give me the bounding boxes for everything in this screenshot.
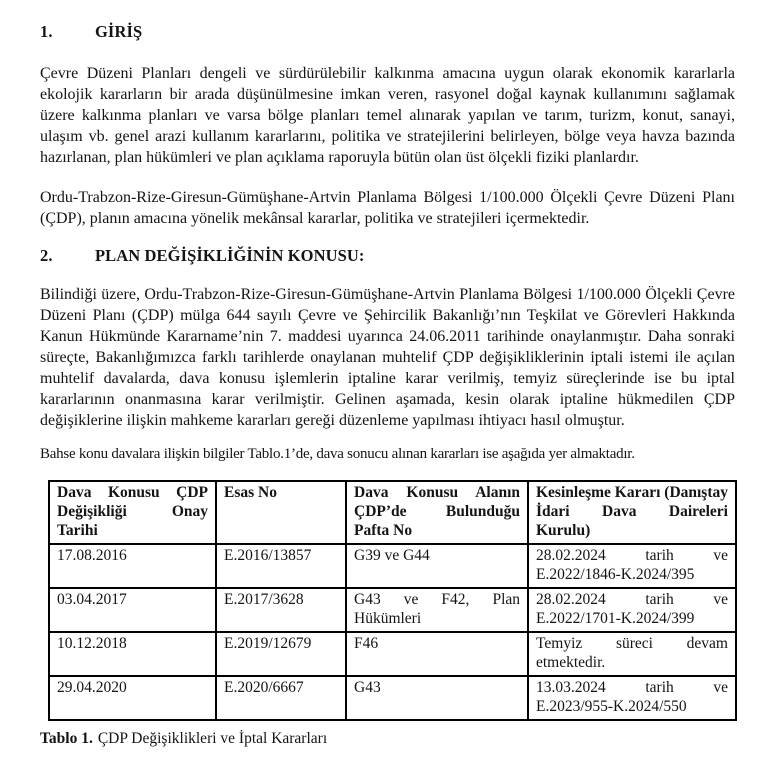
- header-onay-tarihi: Dava Konusu ÇDP Değişikliği Onay Tarihi: [49, 481, 216, 544]
- table-caption-label: Tablo 1.: [40, 730, 93, 747]
- header-pafta-no: Dava Konusu Alanın ÇDP’de Bulunduğu Pafta No: [346, 481, 528, 544]
- cell-esas-no: E.2020/6667: [216, 676, 346, 720]
- cell-karar: Temyiz süreci devam etmektedir.: [528, 632, 736, 676]
- paragraph-plan-history: Bilindiği üzere, Ordu-Trabzon-Rize-Giresun-Gümüşhane-Artvin Planlama Bölgesi 1/100.000 Ölçekli Çevre Düzeni Planı (ÇDP) mülga 644 sayılı Çevre ve Şehircilik Bakanlığı’nın Teşkilat ve Görevleri Hakkında Kanun Hükmünde Kararname’nin 7. maddesi uyarınca 24.06.2011 tarihinde onaylanmıştır. Daha sonraki süreçte, Bakanlığımızca farklı tarihlerde onaylanan muhtelif ÇDP değişikliklerinin iptali istemi ile açılan muhtelif davalarda, dava konusu işlemlerin iptaline karar verilmiş, temyiz süreçlerinde ise bu iptal kararlarının onanmasına karar verilmiştir. Gelinen aşamada, kesin olarak iptaline hükmedilen ÇDP değişiklerine ilişkin mahkeme kararları gereği düzenleme yapılması ihtiyacı hasıl olmuştur.: [40, 286, 735, 429]
- cell-esas-no: E.2019/12679: [216, 632, 346, 676]
- header-esas-no: Esas No: [216, 481, 346, 544]
- cell-pafta-no: G43: [346, 676, 528, 720]
- section-number: 1.: [40, 22, 53, 41]
- cell-onay-tarihi: 10.12.2018: [49, 632, 216, 676]
- cell-esas-no: E.2017/3628: [216, 588, 346, 632]
- paragraph-plan-scope: Ordu-Trabzon-Rize-Giresun-Gümüşhane-Artvin Planlama Bölgesi 1/100.000 Ölçekli Çevre Düzeni Planı (ÇDP), planın amacına yönelik mekânsal kararlar, politika ve stratejileri içermektedir.: [40, 189, 735, 227]
- cell-onay-tarihi: 17.08.2016: [49, 544, 216, 588]
- cell-pafta-no: F46: [346, 632, 528, 676]
- table-row: [49, 632, 736, 676]
- header-kesinlesme-karari: Kesinleşme Kararı (Danıştay İdari Dava Daireleri Kurulu): [528, 481, 736, 544]
- section-title: PLAN DEĞİŞİKLİĞİNİN KONUSU:: [95, 246, 365, 265]
- cases-table: [48, 480, 737, 721]
- cell-esas-no: E.2016/13857: [216, 544, 346, 588]
- cell-onay-tarihi: 03.04.2017: [49, 588, 216, 632]
- cell-pafta-no: G39 ve G44: [346, 544, 528, 588]
- section-heading-giris: [40, 21, 735, 43]
- table-header-row: [49, 481, 736, 544]
- table-caption: [40, 728, 735, 749]
- table-caption-text: ÇDP Değişiklikleri ve İptal Kararları: [97, 730, 328, 747]
- table-row: [49, 544, 736, 588]
- section-number: 2.: [40, 246, 53, 265]
- table-row: [49, 676, 736, 720]
- cell-karar: 28.02.2024 tarih ve E.2022/1701-K.2024/399: [528, 588, 736, 632]
- paragraph-table-intro: Bahse konu davalara ilişkin bilgiler Tablo.1’de, dava sonucu alınan kararları ise aşağıda yer almaktadır.: [40, 446, 635, 462]
- paragraph-cdp-definition: Çevre Düzeni Planları dengeli ve sürdürülebilir kalkınma amacına uygun olarak ekonomik kararlarla ekolojik kararların bir arada düşünülmesine imkan veren, rasyonel doğal kaynak kullanımını sağlamak üzere kalkınma planları ve varsa bölge planları temel alınarak yapılan ve tarım, turizm, konut, sanayi, ulaşım vb. genel arazi kullanım kararlarını, politika ve stratejilerini belirleyen, bölge veya havza bazında hazırlanan, plan hükümleri ve plan açıklama raporuyla bütün olan üst ölçekli fiziki planlardır.: [40, 65, 735, 166]
- section-heading-konu: [40, 245, 735, 267]
- cell-onay-tarihi: 29.04.2020: [49, 676, 216, 720]
- table-row: [49, 588, 736, 632]
- section-title: GİRİŞ: [95, 22, 143, 41]
- cell-karar: 13.03.2024 tarih ve E.2023/955-K.2024/550: [528, 676, 736, 720]
- cell-karar: 28.02.2024 tarih ve E.2022/1846-K.2024/395: [528, 544, 736, 588]
- cell-pafta-no: G43 ve F42, Plan Hükümleri: [346, 588, 528, 632]
